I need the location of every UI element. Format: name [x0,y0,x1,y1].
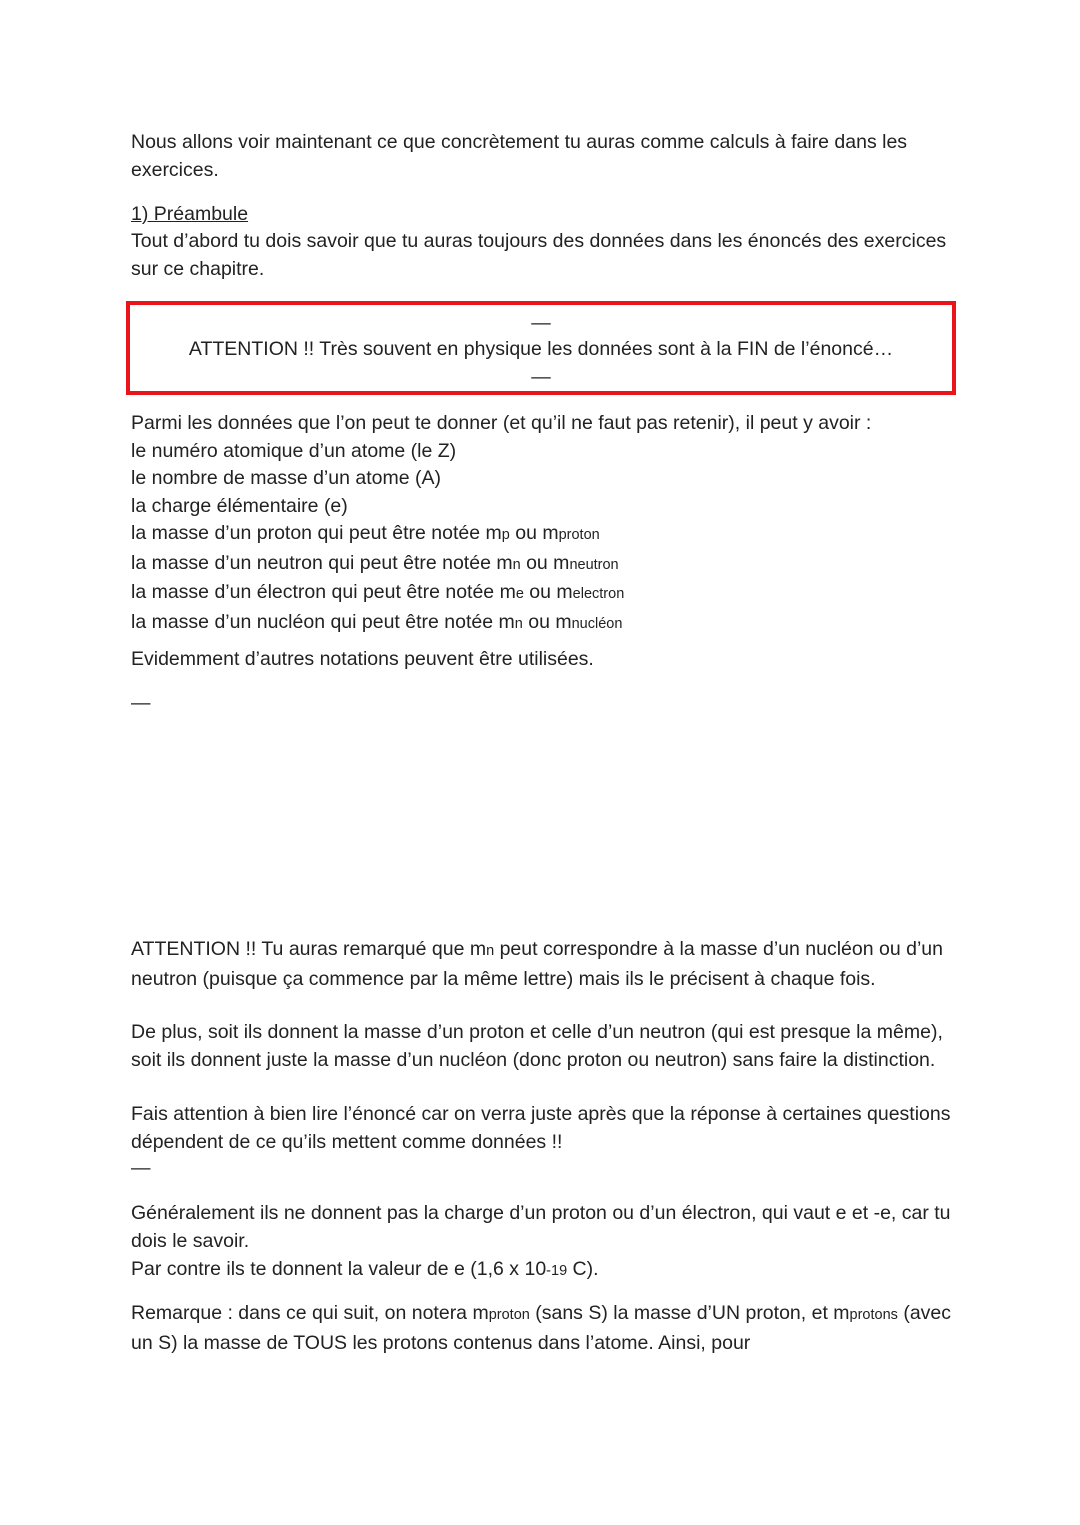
fais-attention-paragraph: Fais attention à bien lire l’énoncé car on verra juste après que la réponse à certaines questions dépendent de ce qu’ils mettent comme données !! [131,1103,951,1153]
callout-text: ATTENTION !! Très souvent en physique les données sont à la FIN de l’énoncé… [188,338,894,360]
attention-callout [126,301,956,395]
data-list [131,410,961,638]
list-item: la masse d’un neutron qui peut être notée mn ou mneutron [131,551,619,574]
list-item: le numéro atomique d’un atome (le Z) [131,439,457,462]
attention-paragraph: ATTENTION !! Tu auras remarqué que mn peut correspondre à la masse d’un nucléon ou d’un neutron (puisque ça commence par la même lettre) mais ils le précisent à chaque fois. [131,938,943,990]
par-contre-paragraph: Par contre ils te donnent la valeur de e (1,6 x 10-19 C). [131,1258,599,1280]
section-paragraph: Tout d’abord tu dois savoir que tu auras toujours des données dans les énoncés des exercices sur ce chapitre. [131,230,947,280]
separator-dash: — [131,692,151,714]
list-item: la masse d’un électron qui peut être notée me ou melectron [131,581,625,603]
callout-dash-top: — [531,312,551,334]
generalement-paragraph: Généralement ils ne donnent pas la charge d’un proton ou d’un électron, qui vaut e et -e, car tu dois le savoir. [131,1202,951,1252]
remarque-paragraph: Remarque : dans ce qui suit, on notera mproton (sans S) la masse d’UN proton, et mprotons (avec un S) la masse de TOUS les protons contenus dans l’atome. Ainsi, pour [131,1302,952,1354]
intro-paragraph: Nous allons voir maintenant ce que concrètement tu auras comme calculs à faire dans les exercices. [131,131,908,181]
list-item: le nombre de masse d’un atome (A) [131,467,441,489]
list-item: la masse d’un nucléon qui peut être notée mn ou mnucléon [131,610,623,633]
notations-paragraph: Evidemment d’autres notations peuvent être utilisées. [131,648,594,670]
de-plus-paragraph: De plus, soit ils donnent la masse d’un proton et celle d’un neutron (qui est presque la même), soit ils donnent juste la masse d’un nucléon (donc proton ou neutron) sans faire la distinction. [131,1021,943,1071]
callout-dash-bottom: — [531,366,551,388]
list-item: la charge élémentaire (e) [131,494,348,517]
section-heading: 1) Préambule [131,203,249,225]
separator-dash: — [131,1157,151,1179]
list-item: la masse d’un proton qui peut être notée mp ou mproton [131,522,600,544]
data-list-intro: Parmi les données que l’on peut te donner (et qu’il ne faut pas retenir), il peut y avoir : [131,412,872,434]
